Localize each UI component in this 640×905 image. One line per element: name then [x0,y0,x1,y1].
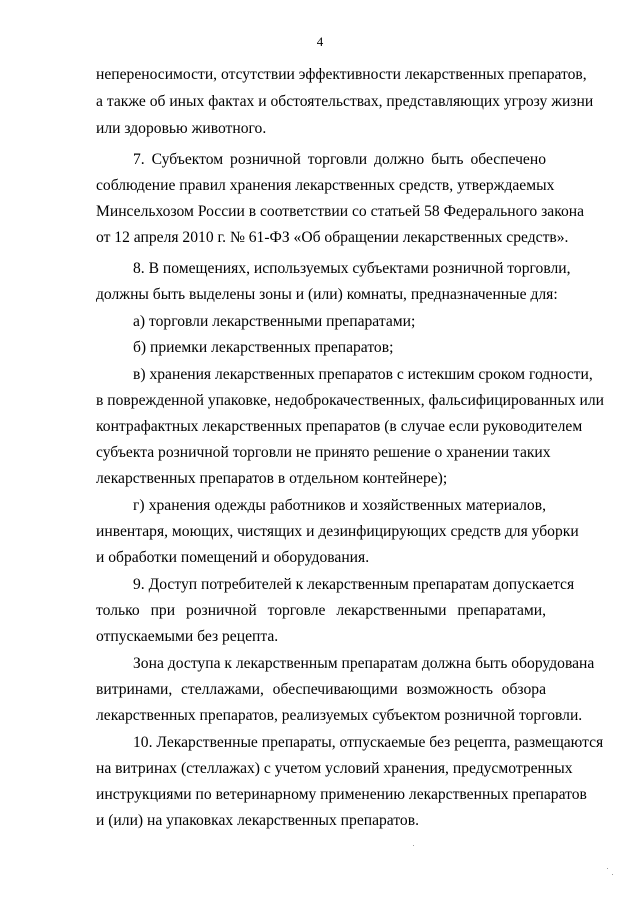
text-line: 8. В помещениях, используемых субъектами розничной торговли, [133,260,571,277]
text-line: витринами, стеллажами, обеспечивающими возможность обзора [96,681,546,698]
text-line: в) хранения лекарственных препаратов с истекшим сроком годности, [133,366,593,383]
scan-speck [413,845,414,846]
text-line: а также об иных фактах и обстоятельствах, представляющих угрозу жизни [96,93,594,110]
text-line: лекарственных препаратов, реализуемых субъектом розничной торговли. [96,707,583,724]
text-line: а) торговли лекарственными препаратами; [133,313,416,330]
text-line: или здоровью животного. [96,120,267,137]
text-line: отпускаемыми без рецепта. [96,628,279,645]
text-line: в поврежденной упаковке, недоброкачественных, фальсифицированных или [96,392,605,409]
text-line: контрафактных лекарственных препаратов (в случае если руководителем [96,418,583,435]
scan-speck [612,874,613,875]
text-line: непереносимости, отсутствии эффективности лекарственных препаратов, [96,66,587,83]
text-line: соблюдение правил хранения лекарственных средств, утверждаемых [96,177,555,194]
text-line: Зона доступа к лекарственным препаратам должна быть оборудована [133,655,595,672]
text-line: и обработки помещений и оборудования. [96,549,370,566]
text-line: на витринах (стеллажах) с учетом условий хранения, предусмотренных [96,760,573,777]
text-line: субъекта розничной торговли не принято решение о хранении таких [96,444,551,461]
text-line: г) хранения одежды работников и хозяйственных материалов, [133,497,546,514]
text-line: 10. Лекарственные препараты, отпускаемые без рецепта, размещаются [133,734,604,751]
text-line: Минсельхозом России в соответствии со статьей 58 Федерального закона [96,203,585,220]
page-number: 4 [316,34,324,49]
text-line: от 12 апреля 2010 г. № 61-ФЗ «Об обращении лекарственных средств». [96,229,569,246]
scan-speck [607,868,608,869]
text-line: 7. Субъектом розничной торговли должно быть обеспечено [133,151,546,168]
text-line: должны быть выделены зоны и (или) комнаты, предназначенные для: [96,286,558,303]
text-line: б) приемки лекарственных препаратов; [133,339,394,356]
text-line: 9. Доступ потребителей к лекарственным препаратам допускается [133,576,575,593]
text-line: инвентаря, моющих, чистящих и дезинфицирующих средств для уборки [96,523,579,540]
text-line: и (или) на упаковках лекарственных препаратов. [96,812,419,829]
text-line: только при розничной торговле лекарственными препаратами, [96,602,546,619]
text-line: лекарственных препаратов в отдельном контейнере); [96,470,448,487]
text-line: инструкциями по ветеринарному применению лекарственных препаратов [96,786,587,803]
